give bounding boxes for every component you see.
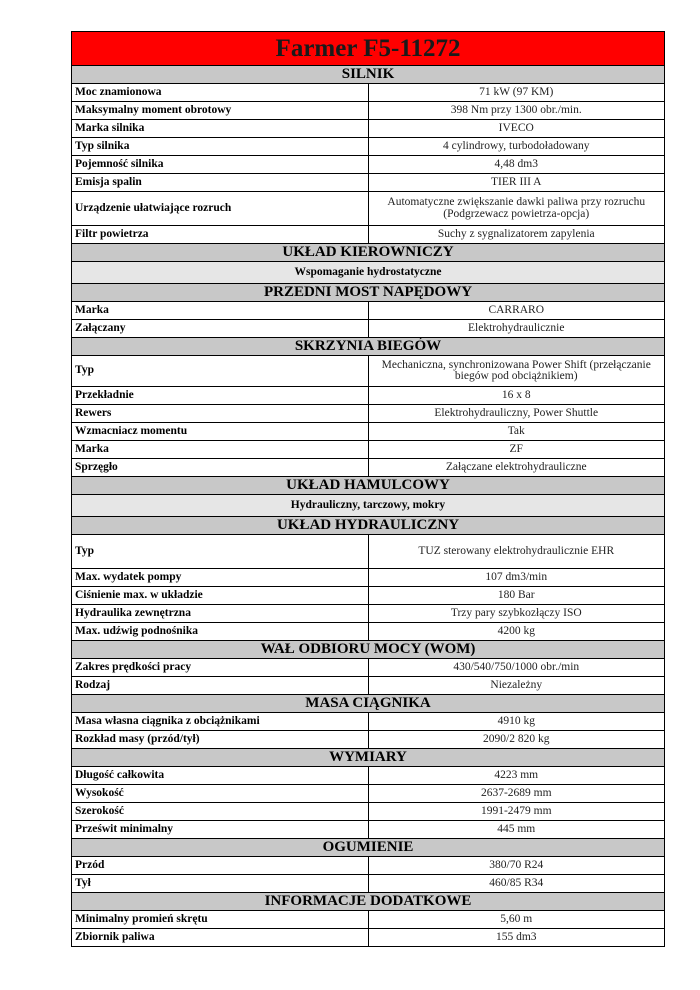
spec-value: 71 kW (97 KM) <box>368 84 665 102</box>
spec-label: Przód <box>72 857 369 875</box>
section-note-row <box>72 262 665 284</box>
spec-label: Rodzaj <box>72 677 369 695</box>
spec-row <box>72 731 665 749</box>
spec-row <box>72 803 665 821</box>
spec-row <box>72 857 665 875</box>
spec-value: Automatyczne zwiększanie dawki paliwa przy rozruchu (Podgrzewacz powietrza-opcja) <box>368 192 665 226</box>
spec-label: Długość całkowita <box>72 767 369 785</box>
spec-row <box>72 587 665 605</box>
spec-label: Pojemność silnika <box>72 156 369 174</box>
title-row <box>72 32 665 66</box>
spec-value: 107 dm3/min <box>368 569 665 587</box>
spec-label: Rozkład masy (przód/tył) <box>72 731 369 749</box>
section-heading-silnik: SILNIK <box>72 66 665 84</box>
spec-value: 4 cylindrowy, turbodoładowany <box>368 138 665 156</box>
spec-value: Niezależny <box>368 677 665 695</box>
spec-value: 180 Bar <box>368 587 665 605</box>
spec-label: Masa własna ciągnika z obciążnikami <box>72 713 369 731</box>
section-heading-przedni-most-napedowy: PRZEDNI MOST NAPĘDOWY <box>72 284 665 302</box>
spec-row <box>72 405 665 423</box>
section-header-row <box>72 284 665 302</box>
section-header-row <box>72 338 665 356</box>
spec-value: TUZ sterowany elektrohydraulicznie EHR <box>368 535 665 569</box>
spec-value: Elektrohydraulicznie <box>368 320 665 338</box>
spec-label: Marka <box>72 441 369 459</box>
spec-label: Sprzęgło <box>72 459 369 477</box>
spec-label: Załączany <box>72 320 369 338</box>
spec-row <box>72 138 665 156</box>
spec-label: Tył <box>72 875 369 893</box>
spec-sheet <box>71 31 665 947</box>
spec-row <box>72 302 665 320</box>
section-heading-uklad-kierowniczy: UKŁAD KIEROWNICZY <box>72 244 665 262</box>
section-heading-wal-odbioru-mocy-wom: WAŁ ODBIORU MOCY (WOM) <box>72 641 665 659</box>
spec-value: CARRARO <box>368 302 665 320</box>
spec-value: 460/85 R34 <box>368 875 665 893</box>
spec-row <box>72 569 665 587</box>
section-header-row <box>72 893 665 911</box>
spec-row <box>72 441 665 459</box>
spec-row <box>72 226 665 244</box>
spec-row <box>72 659 665 677</box>
spec-label: Zbiornik paliwa <box>72 929 369 947</box>
section-note: Hydrauliczny, tarczowy, mokry <box>72 495 665 517</box>
spec-label: Typ <box>72 356 369 387</box>
spec-label: Typ <box>72 535 369 569</box>
spec-label: Marka <box>72 302 369 320</box>
spec-label: Urządzenie ułatwiające rozruch <box>72 192 369 226</box>
spec-row <box>72 535 665 569</box>
spec-label: Marka silnika <box>72 120 369 138</box>
spec-label: Szerokość <box>72 803 369 821</box>
section-heading-skrzynia-biegow: SKRZYNIA BIEGÓW <box>72 338 665 356</box>
section-header-row <box>72 641 665 659</box>
spec-row <box>72 875 665 893</box>
spec-value: 445 mm <box>368 821 665 839</box>
spec-row <box>72 677 665 695</box>
spec-row <box>72 387 665 405</box>
spec-value: Elektrohydrauliczny, Power Shuttle <box>368 405 665 423</box>
section-header-row <box>72 517 665 535</box>
spec-row <box>72 356 665 387</box>
section-note-row <box>72 495 665 517</box>
spec-value: Trzy pary szybkozłączy ISO <box>368 605 665 623</box>
section-heading-ogumienie: OGUMIENIE <box>72 839 665 857</box>
spec-row <box>72 102 665 120</box>
spec-row <box>72 120 665 138</box>
spec-label: Wzmacniacz momentu <box>72 423 369 441</box>
section-header-row <box>72 749 665 767</box>
section-header-row <box>72 695 665 713</box>
spec-value: 430/540/750/1000 obr./min <box>368 659 665 677</box>
spec-row <box>72 911 665 929</box>
spec-row <box>72 459 665 477</box>
spec-label: Emisja spalin <box>72 174 369 192</box>
spec-value: Załączane elektrohydrauliczne <box>368 459 665 477</box>
spec-label: Hydraulika zewnętrzna <box>72 605 369 623</box>
section-heading-masa-ciagnika: MASA CIĄGNIKA <box>72 695 665 713</box>
spec-value: Suchy z sygnalizatorem zapylenia <box>368 226 665 244</box>
spec-label: Minimalny promień skrętu <box>72 911 369 929</box>
spec-label: Filtr powietrza <box>72 226 369 244</box>
spec-label: Max. wydatek pompy <box>72 569 369 587</box>
spec-value: 2637-2689 mm <box>368 785 665 803</box>
spec-label: Typ silnika <box>72 138 369 156</box>
spec-label: Przekładnie <box>72 387 369 405</box>
document-title: Farmer F5-11272 <box>72 32 665 66</box>
spec-value: 4,48 dm3 <box>368 156 665 174</box>
spec-value: 16 x 8 <box>368 387 665 405</box>
section-heading-informacje-dodatkowe: INFORMACJE DODATKOWE <box>72 893 665 911</box>
spec-label: Ciśnienie max. w układzie <box>72 587 369 605</box>
section-note: Wspomaganie hydrostatyczne <box>72 262 665 284</box>
section-header-row <box>72 244 665 262</box>
spec-value: IVECO <box>368 120 665 138</box>
spec-value: 4200 kg <box>368 623 665 641</box>
spec-row <box>72 156 665 174</box>
spec-label: Maksymalny moment obrotowy <box>72 102 369 120</box>
spec-row <box>72 785 665 803</box>
spec-value: 155 dm3 <box>368 929 665 947</box>
spec-row <box>72 423 665 441</box>
spec-label: Moc znamionowa <box>72 84 369 102</box>
spec-label: Zakres prędkości pracy <box>72 659 369 677</box>
spec-row <box>72 929 665 947</box>
spec-value: 1991-2479 mm <box>368 803 665 821</box>
section-header-row <box>72 66 665 84</box>
spec-row <box>72 84 665 102</box>
spec-row <box>72 767 665 785</box>
spec-value: 380/70 R24 <box>368 857 665 875</box>
section-heading-wymiary: WYMIARY <box>72 749 665 767</box>
spec-row <box>72 821 665 839</box>
spec-value: Tak <box>368 423 665 441</box>
spec-label: Rewers <box>72 405 369 423</box>
spec-row <box>72 623 665 641</box>
spec-value: 5,60 m <box>368 911 665 929</box>
section-heading-uklad-hamulcowy: UKŁAD HAMULCOWY <box>72 477 665 495</box>
spec-table <box>71 31 665 947</box>
spec-label: Prześwit minimalny <box>72 821 369 839</box>
spec-label: Max. udźwig podnośnika <box>72 623 369 641</box>
section-header-row <box>72 477 665 495</box>
section-heading-uklad-hydrauliczny: UKŁAD HYDRAULICZNY <box>72 517 665 535</box>
spec-row <box>72 320 665 338</box>
spec-table-body <box>72 32 665 947</box>
spec-row <box>72 605 665 623</box>
spec-value: 4910 kg <box>368 713 665 731</box>
spec-value: 4223 mm <box>368 767 665 785</box>
spec-value: ZF <box>368 441 665 459</box>
section-header-row <box>72 839 665 857</box>
spec-label: Wysokość <box>72 785 369 803</box>
spec-row <box>72 192 665 226</box>
spec-row <box>72 713 665 731</box>
spec-value: Mechaniczna, synchronizowana Power Shift (przełączanie biegów pod obciążnikiem) <box>368 356 665 387</box>
spec-value: TIER III A <box>368 174 665 192</box>
spec-value: 398 Nm przy 1300 obr./min. <box>368 102 665 120</box>
spec-row <box>72 174 665 192</box>
spec-value: 2090/2 820 kg <box>368 731 665 749</box>
